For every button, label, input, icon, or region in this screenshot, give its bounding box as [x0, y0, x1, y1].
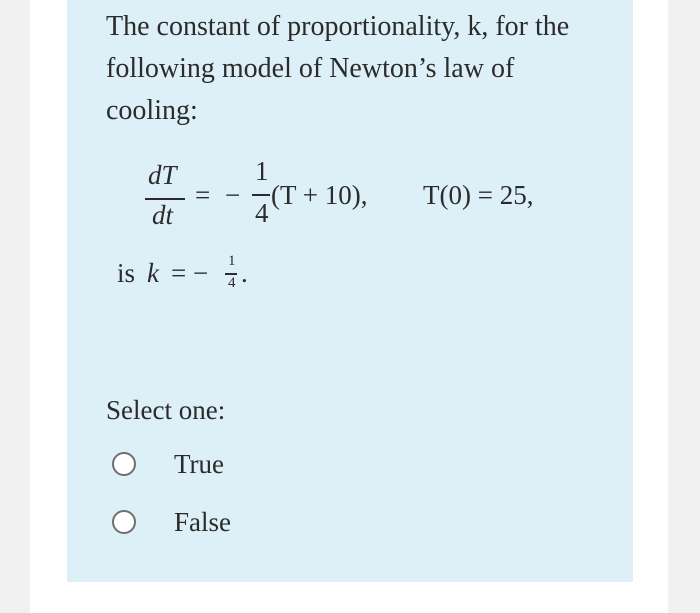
equation-coef-fraction-bar — [252, 194, 270, 196]
equation-rest: (T + 10), — [271, 180, 368, 210]
equation-equals: = — [195, 180, 211, 210]
equation-minus: − — [225, 180, 241, 210]
conclusion-period: . — [241, 258, 248, 288]
equation-lhs-denominator: dt — [152, 200, 174, 230]
equation-coef-denominator: 4 — [255, 198, 269, 228]
conclusion-denominator: 4 — [228, 275, 236, 291]
select-one-label: Select one: — [106, 395, 226, 425]
page-background — [30, 0, 668, 613]
option-true[interactable] — [112, 446, 312, 486]
equation-coef-numerator: 1 — [255, 156, 269, 186]
equation-initial-condition: T(0) = 25, — [423, 180, 534, 210]
option-true-label[interactable]: True — [174, 449, 225, 479]
conclusion-equals-minus: = − — [171, 258, 209, 288]
question-card — [67, 0, 633, 582]
conclusion-variable: k — [147, 258, 159, 288]
option-false-label[interactable]: False — [174, 507, 231, 537]
radio-false[interactable] — [112, 510, 136, 534]
question-text: The constant of proportionality, k, for the following model of Newton’s law of cooling: — [106, 11, 570, 126]
equation-lhs-numerator: dT — [148, 160, 177, 190]
radio-true[interactable] — [112, 452, 136, 476]
option-false[interactable] — [112, 504, 312, 544]
conclusion-numerator: 1 — [228, 253, 236, 269]
conclusion-prefix: is — [117, 258, 136, 288]
